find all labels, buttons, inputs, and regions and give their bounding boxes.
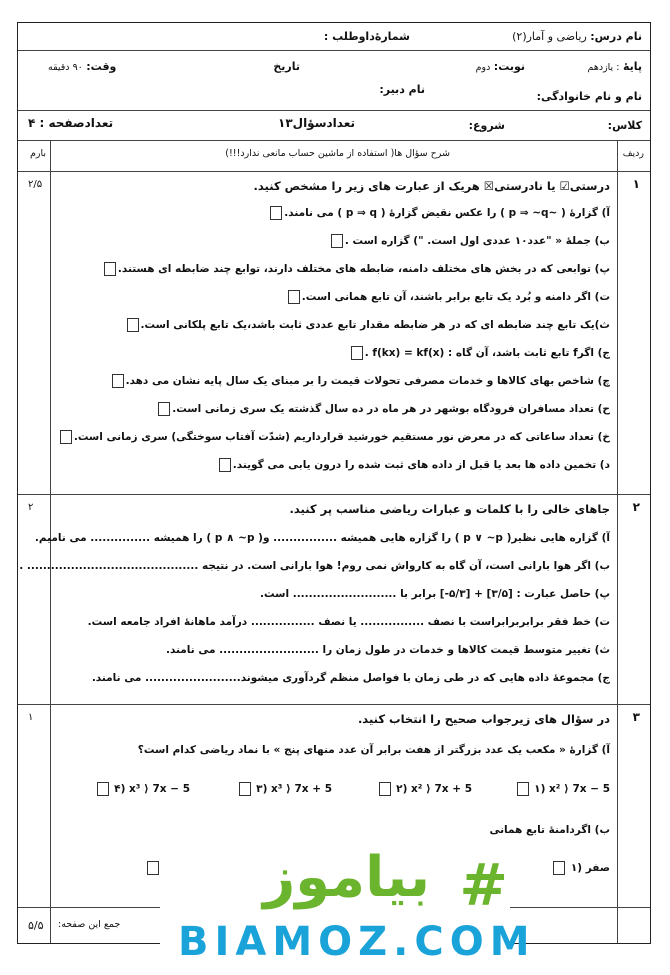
class-label: کلاس: bbox=[607, 119, 642, 132]
q2-number: ۲ bbox=[632, 500, 640, 514]
q3-title: در سؤال های زیرجواب صحیح را انتخاب کنید. bbox=[357, 712, 610, 726]
biamoz-logo bbox=[160, 843, 536, 969]
q2-item-p: پ) حاصل عبارت : [۳/۵] + [۵/۳-] برابر با .......................... است. bbox=[260, 588, 610, 600]
q3-score: ۱ bbox=[28, 712, 34, 723]
q2-item-s: ث) تغییر متوسط قیمت کالاها و خدمات در طول زمان را ......................... می نامند. bbox=[165, 644, 610, 656]
logo-persian-text: بیاموز bbox=[263, 845, 430, 910]
q1-item-b-text: ب) جملهٔ « "عدد۱۰ عددی اول است. ") گزاره است . bbox=[344, 235, 610, 247]
subject-label: نام درس: bbox=[590, 30, 642, 43]
q3-option-1 bbox=[515, 782, 611, 796]
q3-option-2-text: ۲) x² ⟩ 7x + 5 bbox=[396, 783, 472, 795]
q1-item-p-text: پ) توابعی که در بخش های مختلف دامنه، ضابطه های مختلف دارند، توابع چند ضابطه ای هستند. bbox=[117, 263, 610, 275]
q1-number: ۱ bbox=[632, 177, 640, 191]
name-label: نام و نام خانوادگی: bbox=[536, 90, 642, 103]
q3-option-1-checkbox[interactable] bbox=[517, 782, 529, 796]
q1-item-s bbox=[125, 318, 610, 332]
page-sum-label: جمع این صفحه: bbox=[58, 919, 121, 930]
col-desc: شرح سؤال ها( استفاده از ماشین حساب مانعی ندارد!!!) bbox=[225, 148, 450, 159]
q1-item-t bbox=[286, 290, 610, 304]
grade-value: : یازدهم bbox=[587, 62, 620, 73]
col-score: بارم bbox=[30, 148, 47, 159]
student-number: شمارهٔ‌داوطلب : bbox=[323, 30, 410, 43]
q1-item-kh-text: خ) تعداد ساعاتی که در معرض نور مستقیم خورشید قرارداریم (شدّت آفتاب سوختگی) سری زمانی است. bbox=[73, 431, 610, 443]
q3b-option-1-checkbox[interactable] bbox=[553, 861, 565, 875]
header-row-2 bbox=[18, 50, 650, 111]
col-row: ردیف bbox=[622, 148, 644, 159]
q1-item-t-text: ت) اگر دامنه و بُرد یک تابع برابر باشند، آن تابع همانی است. bbox=[301, 291, 610, 303]
q1-title: درستی☑ یا نادرستی☒ هریک از عبارت های زیر را مشخص کنید. bbox=[253, 179, 610, 193]
header-row-1 bbox=[18, 23, 650, 51]
q3-option-3 bbox=[237, 782, 333, 796]
q3-option-4 bbox=[95, 782, 191, 796]
q1-item-d-text: د) تخمین داده ها بعد یا قبل از داده های ثبت شده را درون یابی می گویند. bbox=[232, 459, 610, 471]
time-value: ۹۰ دقیقه bbox=[48, 62, 83, 73]
date-label: تاریخ bbox=[273, 60, 300, 73]
q2-item-a: آ) گزاره هایی نظیر( p ∨ ~p ) را گزاره هایی همیشه ................ و( p ∧ ~p ) را همیشه ............... می نامیم. bbox=[34, 532, 610, 544]
grade bbox=[588, 60, 642, 73]
teacher-label: نام دبیر: bbox=[379, 83, 425, 96]
q1-item-s-checkbox[interactable] bbox=[127, 318, 139, 332]
hash-logo-icon: # bbox=[459, 851, 508, 919]
q1-item-h-checkbox[interactable] bbox=[158, 402, 170, 416]
session-value: دوم bbox=[475, 62, 491, 73]
q1-item-d-checkbox[interactable] bbox=[219, 458, 231, 472]
q3-item-a: آ) گزارهٔ « مکعب یک عدد بزرگتر از هفت برابر آن عدد منهای پنج » با نماد ریاضی کدام است؟ bbox=[137, 744, 610, 756]
q1-item-a bbox=[268, 206, 610, 220]
q3-option-3-text: ۳) x³ ⟩ 7x + 5 bbox=[256, 783, 332, 795]
q1-item-p bbox=[102, 262, 610, 276]
q1-item-h bbox=[156, 402, 610, 416]
q3-option-2-checkbox[interactable] bbox=[379, 782, 391, 796]
q3-option-3-checkbox[interactable] bbox=[239, 782, 251, 796]
start-label: شروع: bbox=[468, 119, 505, 132]
q1-item-kh-checkbox[interactable] bbox=[60, 430, 72, 444]
q3-option-1-text: ۱) x² ⟩ 7x − 5 bbox=[534, 783, 610, 795]
subject bbox=[512, 30, 642, 43]
q1-item-ch bbox=[110, 374, 610, 388]
q2-item-j: ج) مجموعهٔ داده هایی که در طی زمان با فواصل منظم گردآوری میشوند........................ می نامند. bbox=[91, 672, 610, 684]
session-label: نوبت: bbox=[493, 60, 525, 73]
column-header bbox=[18, 140, 650, 172]
q2-score: ۲ bbox=[28, 502, 34, 513]
q1-item-a-checkbox[interactable] bbox=[270, 206, 282, 220]
q1-item-j-text: ج) اگرf تابع ثابت باشد، آن گاه : f(kx) = kf(x) . bbox=[364, 347, 610, 359]
q1-item-a-text: آ) گزارهٔ ( ~p ⇒ ~q ) را عکس نقیض گزارهٔ ( p ⇒ q ) می نامند. bbox=[284, 207, 610, 219]
q1-item-p-checkbox[interactable] bbox=[104, 262, 116, 276]
q1-item-j bbox=[349, 346, 610, 360]
header-row-3 bbox=[18, 110, 650, 141]
q1-item-b bbox=[329, 234, 610, 248]
logo-english-text: BIAMOZ.COM bbox=[178, 919, 536, 965]
q1-item-t-checkbox[interactable] bbox=[288, 290, 300, 304]
q3-option-4-checkbox[interactable] bbox=[97, 782, 109, 796]
question-2 bbox=[18, 494, 650, 705]
q1-item-h-text: ح) تعداد مسافران فرودگاه بوشهر در هر ماه در ده سال گذشته یک سری زمانی است. bbox=[172, 403, 610, 415]
q1-item-d bbox=[217, 458, 610, 472]
page-sum-value: ۵/۵ bbox=[28, 919, 44, 932]
q2-item-b: ب) اگر هوا بارانی است، آن گاه به کارواش نمی روم! هوا بارانی است. در نتیجه ........................................... . bbox=[19, 560, 610, 572]
question-count: تعدادسؤال۱۳ bbox=[278, 116, 355, 130]
q3-option-4-text: ۴) x³ ⟩ 7x − 5 bbox=[114, 783, 190, 795]
q3b-option-1-text: ۱) صفر bbox=[570, 862, 610, 874]
page-count: تعدادصفحه : ۴ bbox=[28, 116, 114, 130]
q3b-option-partial-checkbox[interactable] bbox=[147, 861, 159, 875]
time-label: وقت: bbox=[86, 60, 117, 73]
q2-item-t: ت) خط فقر برابربرابراست با نصف ................ یا نصف ................ درآمد ماهانهٔ افراد جامعه است. bbox=[87, 616, 610, 628]
time bbox=[48, 60, 116, 73]
q3-option-2 bbox=[377, 782, 473, 796]
q1-item-ch-checkbox[interactable] bbox=[112, 374, 124, 388]
q1-item-b-checkbox[interactable] bbox=[331, 234, 343, 248]
q1-item-s-text: ث)یک تابع چند ضابطه ای که در هر ضابطه مقدار تابع عددی ثابت باشد،یک تابع پلکانی است. bbox=[140, 319, 610, 331]
q1-score: ۲/۵ bbox=[28, 179, 43, 190]
session bbox=[476, 60, 525, 73]
grade-label: پایهٔ bbox=[622, 60, 642, 73]
question-1 bbox=[18, 171, 650, 495]
q2-title: جاهای خالی را با کلمات و عبارات ریاضی مناسب پر کنید. bbox=[289, 502, 610, 516]
exam-sheet bbox=[17, 22, 651, 944]
q1-item-ch-text: چ) شاخص بهای کالاها و خدمات مصرفی تحولات قیمت را بر مبنای یک سال پایه نشان می دهد. bbox=[125, 375, 610, 387]
subject-value: ریاضی و آمار(۲) bbox=[512, 30, 587, 43]
q3-item-b: ب) اگردامنهٔ تابع همانی bbox=[489, 824, 610, 836]
q3b-option-1 bbox=[551, 861, 610, 875]
q3-number: ۳ bbox=[632, 710, 640, 724]
q1-item-kh bbox=[58, 430, 610, 444]
q1-item-j-checkbox[interactable] bbox=[351, 346, 363, 360]
